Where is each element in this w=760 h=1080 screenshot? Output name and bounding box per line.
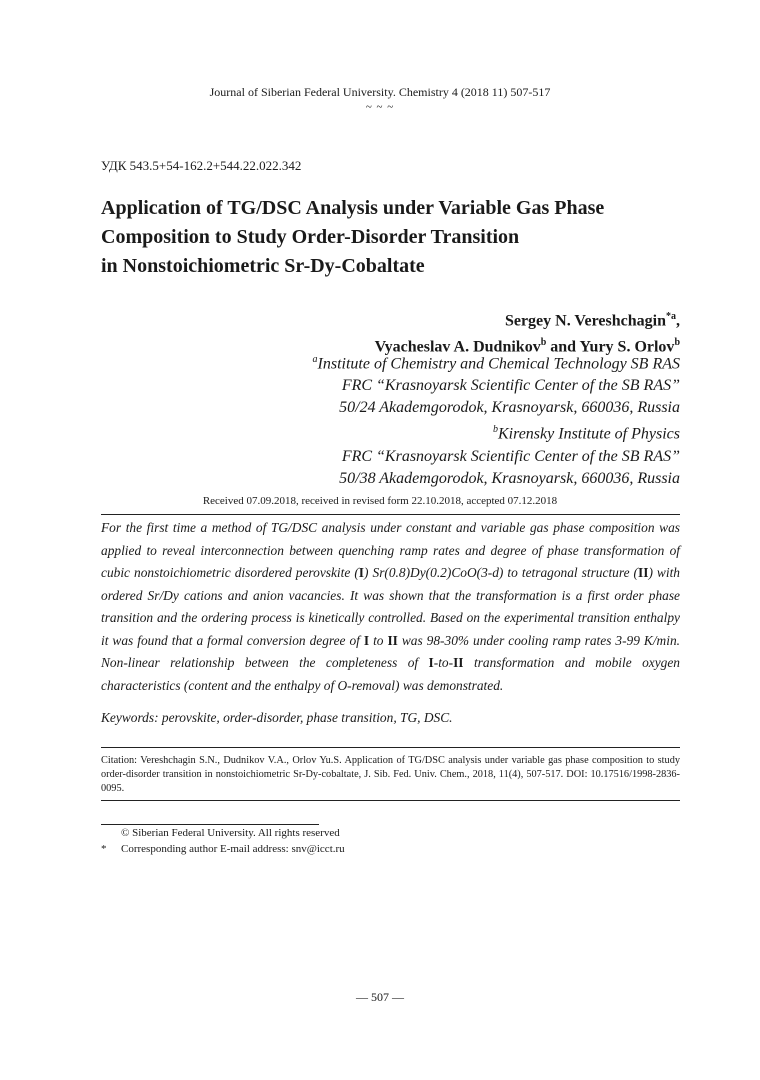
abstract-part: transformation and mobile oxygen characteristics (content and the enthalpy of O-removal) was demonstrated. — [101, 655, 680, 693]
compound-label-i: I — [428, 655, 434, 670]
citation: Citation: Vereshchagin S.N., Dudnikov V.A., Orlov Yu.S. Application of TG/DSC analysis under variable gas phase composition to study order-disorder transition in nonstoichiometric Sr-Dy-cobaltate, J. Sib. Fed. Univ. Chem., 2018, 11(4), 507-517. DOI: 10.17516/1998-2836-0095. — [101, 755, 680, 794]
compound-label-ii: II — [638, 565, 649, 580]
affiliation-a-mark: a — [312, 354, 318, 365]
paper-title — [101, 194, 701, 281]
title-line-2: Composition to Study Order-Disorder Transition — [101, 226, 520, 248]
author-3-mark: b — [674, 337, 680, 349]
author-2-mark: b — [540, 337, 547, 349]
footnote-asterisk: * — [101, 843, 107, 855]
author-1-mark: *a — [666, 311, 676, 322]
abstract-part: to — [369, 632, 388, 648]
copyright-text: © Siberian Federal University. All rights reserved — [121, 827, 340, 839]
abstract-text — [101, 517, 680, 697]
compound-label-ii: II — [453, 655, 464, 670]
affiliation-b-mark: b — [492, 424, 498, 436]
abstract-part: -to- — [433, 655, 454, 670]
udk-code: УДК 543.5+54-162.2+544.22.022.342 — [101, 158, 302, 173]
abstract-part: was 98-30% under cooling ramp rates 3-99 K/min. Non-linear relationship between the completeness of — [101, 632, 680, 670]
keywords: Keywords: perovskite, order-disorder, phase transition, TG, DSC. — [101, 710, 453, 725]
affiliation-b-line-2: FRC “Krasnoyarsk Scientific Center of the SB RAS” — [341, 447, 680, 465]
title-line-3: in Nonstoichiometric Sr-Dy-Cobaltate — [101, 255, 425, 277]
author-1-comma: , — [676, 312, 680, 330]
affiliation-b-line-3: 50/38 Akademgorodok, Krasnoyarsk, 660036, Russia — [339, 469, 680, 487]
footnote-corresponding — [101, 843, 345, 855]
author-conjunction: and — [546, 338, 580, 356]
compound-label-i: I — [358, 565, 365, 580]
affiliation-a-line-2: FRC “Krasnoyarsk Scientific Center of the SB RAS” — [341, 377, 680, 395]
abstract-part: ) with ordered Sr/Dy cations and anion vacancies. It was shown that the transformation is a first order phase transition and the ordering process is kinetically controlled. Based on the experimental transition enthalpy it was found that a formal conversion degree of — [101, 565, 681, 648]
author-3: Yury S. Orlov — [579, 338, 675, 356]
compound-label-i: I — [363, 632, 370, 648]
footnote-copyright — [101, 827, 340, 839]
affiliation-a-line-1 — [313, 349, 680, 375]
affiliation-a-name: Institute of Chemistry and Chemical Technology SB RAS — [317, 355, 680, 373]
author-line-1 — [375, 306, 680, 332]
affiliation-b-name: Kirensky Institute of Physics — [497, 425, 680, 443]
compound-label-ii: II — [387, 632, 398, 648]
abstract-part: ) Sr(0.8)Dy(0.2)CoO(3-d) to tetragonal structure ( — [364, 565, 639, 580]
affiliation-a-line-3: 50/24 Akademgorodok, Krasnoyarsk, 660036, Russia — [339, 399, 680, 417]
journal-header: Journal of Siberian Federal University. Chemistry 4 (2018 11) 507-517 — [209, 85, 551, 99]
affiliations — [313, 349, 680, 490]
title-line-1: Application of TG/DSC Analysis under Variable Gas Phase — [101, 197, 605, 219]
page-number: — 507 — — [356, 990, 404, 1004]
abstract-part: For the first time a method of TG/DSC analysis under constant and variable gas phase composition was applied to reveal interconnection between quenching ramp rates and degree of phase transformation of cubic nonstoichiometric disordered perovskite ( — [101, 520, 680, 580]
citation-bottom-rule — [101, 800, 680, 801]
footnote-rule — [101, 824, 319, 825]
abstract-top-rule — [101, 514, 680, 515]
affiliation-b-line-1 — [313, 419, 680, 445]
author-2: Vyacheslav A. Dudnikov — [374, 338, 541, 356]
header-tilde-ornament: ~ ~ ~ — [365, 101, 395, 113]
corresponding-email: Corresponding author E-mail address: snv@icct.ru — [121, 843, 345, 855]
citation-top-rule — [101, 747, 680, 748]
author-1: Sergey N. Vereshchagin — [504, 312, 666, 330]
received-dates: Received 07.09.2018, received in revised form 22.10.2018, accepted 07.12.2018 — [202, 495, 558, 507]
